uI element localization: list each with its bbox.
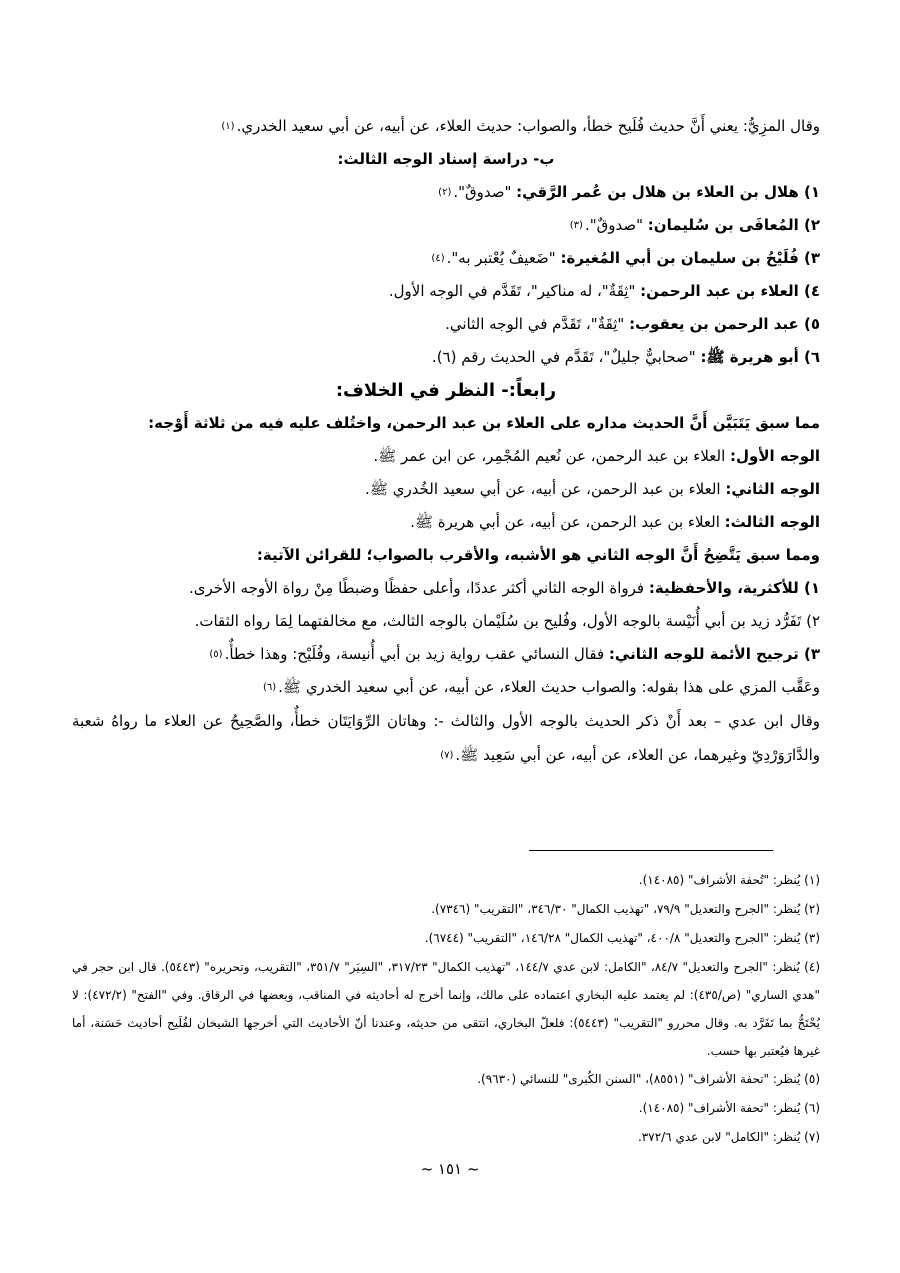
footnote-ref: (٦) [262,682,277,693]
paragraph-conclusion: ومما سبق يَتَّضِحُ أَنَّ الوجه الثاني هو الأشبه، والأقرب بالصواب؛ للقرائن الآتية: [256,546,820,564]
footnote-4: (٤) يُنظر: "الجرح والتعديل" ٨٤/٧، "الكامل: لابن عدي ١٤٤/٧، "تهذيب الكمال" ٣١٧/٢٣، "السِيَر" ٣٥١/٧، "التقريب، وتحريره" (٥٤٤٣). قال ابن حجر في "هدي الساري" (ص/٤٣٥): لم يعتمد عليه البخاري اعتماده على مالك، وإنما أخرج له أحاديثه في المناقب، وبعضها في الرقاق. وفي "الفتح" (٤٧٢/٢): لا يُحْتَجُّ بما تَفَرَّد به. وقال محررو "التقريب" (٥٤٤٣): فلعلّ البخاري، انتقى من حديثه، وعندنا أنّ الأحاديث التي أخرجها الشيخان لفُلَيح أحاديث حَسَنة، أما غيرها فيُعتبر بها حسب. [72,960,820,1058]
narrator-1: ١) هلال بن العلاء بن هلال بن عُمر الرَّقي: "صدوقٌ".(٢) [438,183,820,201]
footnote-ref: (٧) [440,750,454,761]
main-text [72,110,820,773]
footnote-ref: (٣) [569,220,583,231]
narrator-6: ٦) أبو هريرة ﷺ: "صحابيٌّ جليلٌ"، تَقَدَّم في الحديث رقم (٦). [431,348,820,366]
evidence-2: ٢) تَفَرُّد زيد بن أبي أُنَيْسة بالوجه الأول، وفُليح بن سُلَيْمان بالوجه الثالث، مع مخالفتهما لِمَا رواه الثقات. [194,612,820,630]
narrator-2: ٢) المُعافَى بن سُليمان: "صدوقٌ".(٣) [569,216,820,234]
footnote-7: (٧) يُنظر: "الكامل" لابن عدي ٣٧٢/٦. [637,1130,820,1144]
footnote-ref: (٤) [431,253,445,264]
footnotes [72,866,820,1152]
narrator-5: ٥) عبد الرحمن بن يعقوب: "ثِقَةٌ"، تَقَدَّم في الوجه الثاني. [445,315,820,333]
evidence-1: ١) للأكثرية، والأحفظية: فرواة الوجه الثاني أكثر عددًا، وأعلى حفظًا وضبطًا مِنْ رواة الأوجه الأخرى. [189,579,820,597]
evidence-3: ٣) ترجيح الأئمة للوجه الثاني: فقال النسائي عقب رواية زيد بن أبي أُنيسة، وفُلَيْح: وهذا خطأٌ.(٥) [209,645,820,663]
section-heading: ب- دراسة إسناد الوجه الثالث: [337,150,555,168]
variant-3: الوجه الثالث: العلاء بن عبد الرحمن، عن أبيه، عن أبي هريرة ﷺ. [410,513,820,531]
narrator-3: ٣) فُلَيْحُ بن سليمان بن أبي المُغيرة: "ضَعيفٌ يُعْتبر به".(٤) [431,249,820,267]
footnote-1: (١) يُنظر: "تُحفة الأشراف" (١٤٠٨٥). [638,873,820,887]
paragraph-mizzi-comment: وعَقَّب المزي على هذا بقوله: والصواب حديث العلاء، عن أبيه، عن أبي سعيد الخدري ﷺ.(٦) [262,678,820,696]
paragraph-mizzi-quote: وقال المزِيُّ: يعني أَنَّ حديث فُلَيح خطأ، والصواب: حديث العلاء، عن أبيه، عن أبي سعيد الخدري.(١) [221,117,820,135]
footnote-3: (٣) يُنظر: "الجرح والتعديل" ٤٠٠/٨، "تهذيب الكمال" ١٤٦/٢٨، "التقريب" (٦٧٤٤). [424,931,820,945]
section-heading-disagreement: رابعاً:- النظر في الخلاف: [335,380,557,401]
variant-1: الوجه الأول: العلاء بن عبد الرحمن، عن نُعيم المُجْمِر، عن ابن عمر ﷺ. [373,447,820,465]
paragraph-intro: مما سبق يَتَبَيَّن أَنَّ الحديث مداره على العلاء بن عبد الرحمن، واختُلف عليه فيه من ثلاثة أَوْجه: [148,414,820,432]
variant-2: الوجه الثاني: العلاء بن عبد الرحمن، عن أبيه، عن أبي سعيد الخُدري ﷺ. [365,480,820,498]
footnote-2: (٢) يُنظر: "الجرح والتعديل" ٧٩/٩، "تهذيب الكمال" ٣٤٦/٣٠، "التقريب" (٧٣٤٦). [431,902,820,916]
footnote-ref: (٥) [209,649,223,660]
footnote-5: (٥) يُنظر: "تحفة الأشراف" (٨٥٥١)، "السنن الكُبرى" للنسائي (٩٦٣٠). [477,1072,820,1086]
footnote-6: (٦) يُنظر: "تحفة الأشراف" (١٤٠٨٥). [638,1101,820,1115]
page-number: ~ ١٥١ ~ [420,1160,480,1178]
footnote-ref: (٢) [438,187,452,198]
narrator-4: ٤) العلاء بن عبد الرحمن: "ثِقَةٌ"، له مناكير"، تَقَدَّم في الوجه الأول. [388,282,820,300]
footnote-ref: (١) [221,121,235,132]
footnote-separator [529,850,773,851]
paragraph-ibn-adi: وقال ابن عدي – بعد أَنْ ذكر الحديث بالوجه الأول والثالث -: وهاتان الرِّوَايَتَان خطأٌ، والصَّحِيحُ عن العلاء ما رواهُ شعبة والدَّارَوَرْدِيّ وغيرهما، عن العلاء، عن أبيه، عن أبي سَعِيد ﷺ.(٧) [72,712,820,764]
